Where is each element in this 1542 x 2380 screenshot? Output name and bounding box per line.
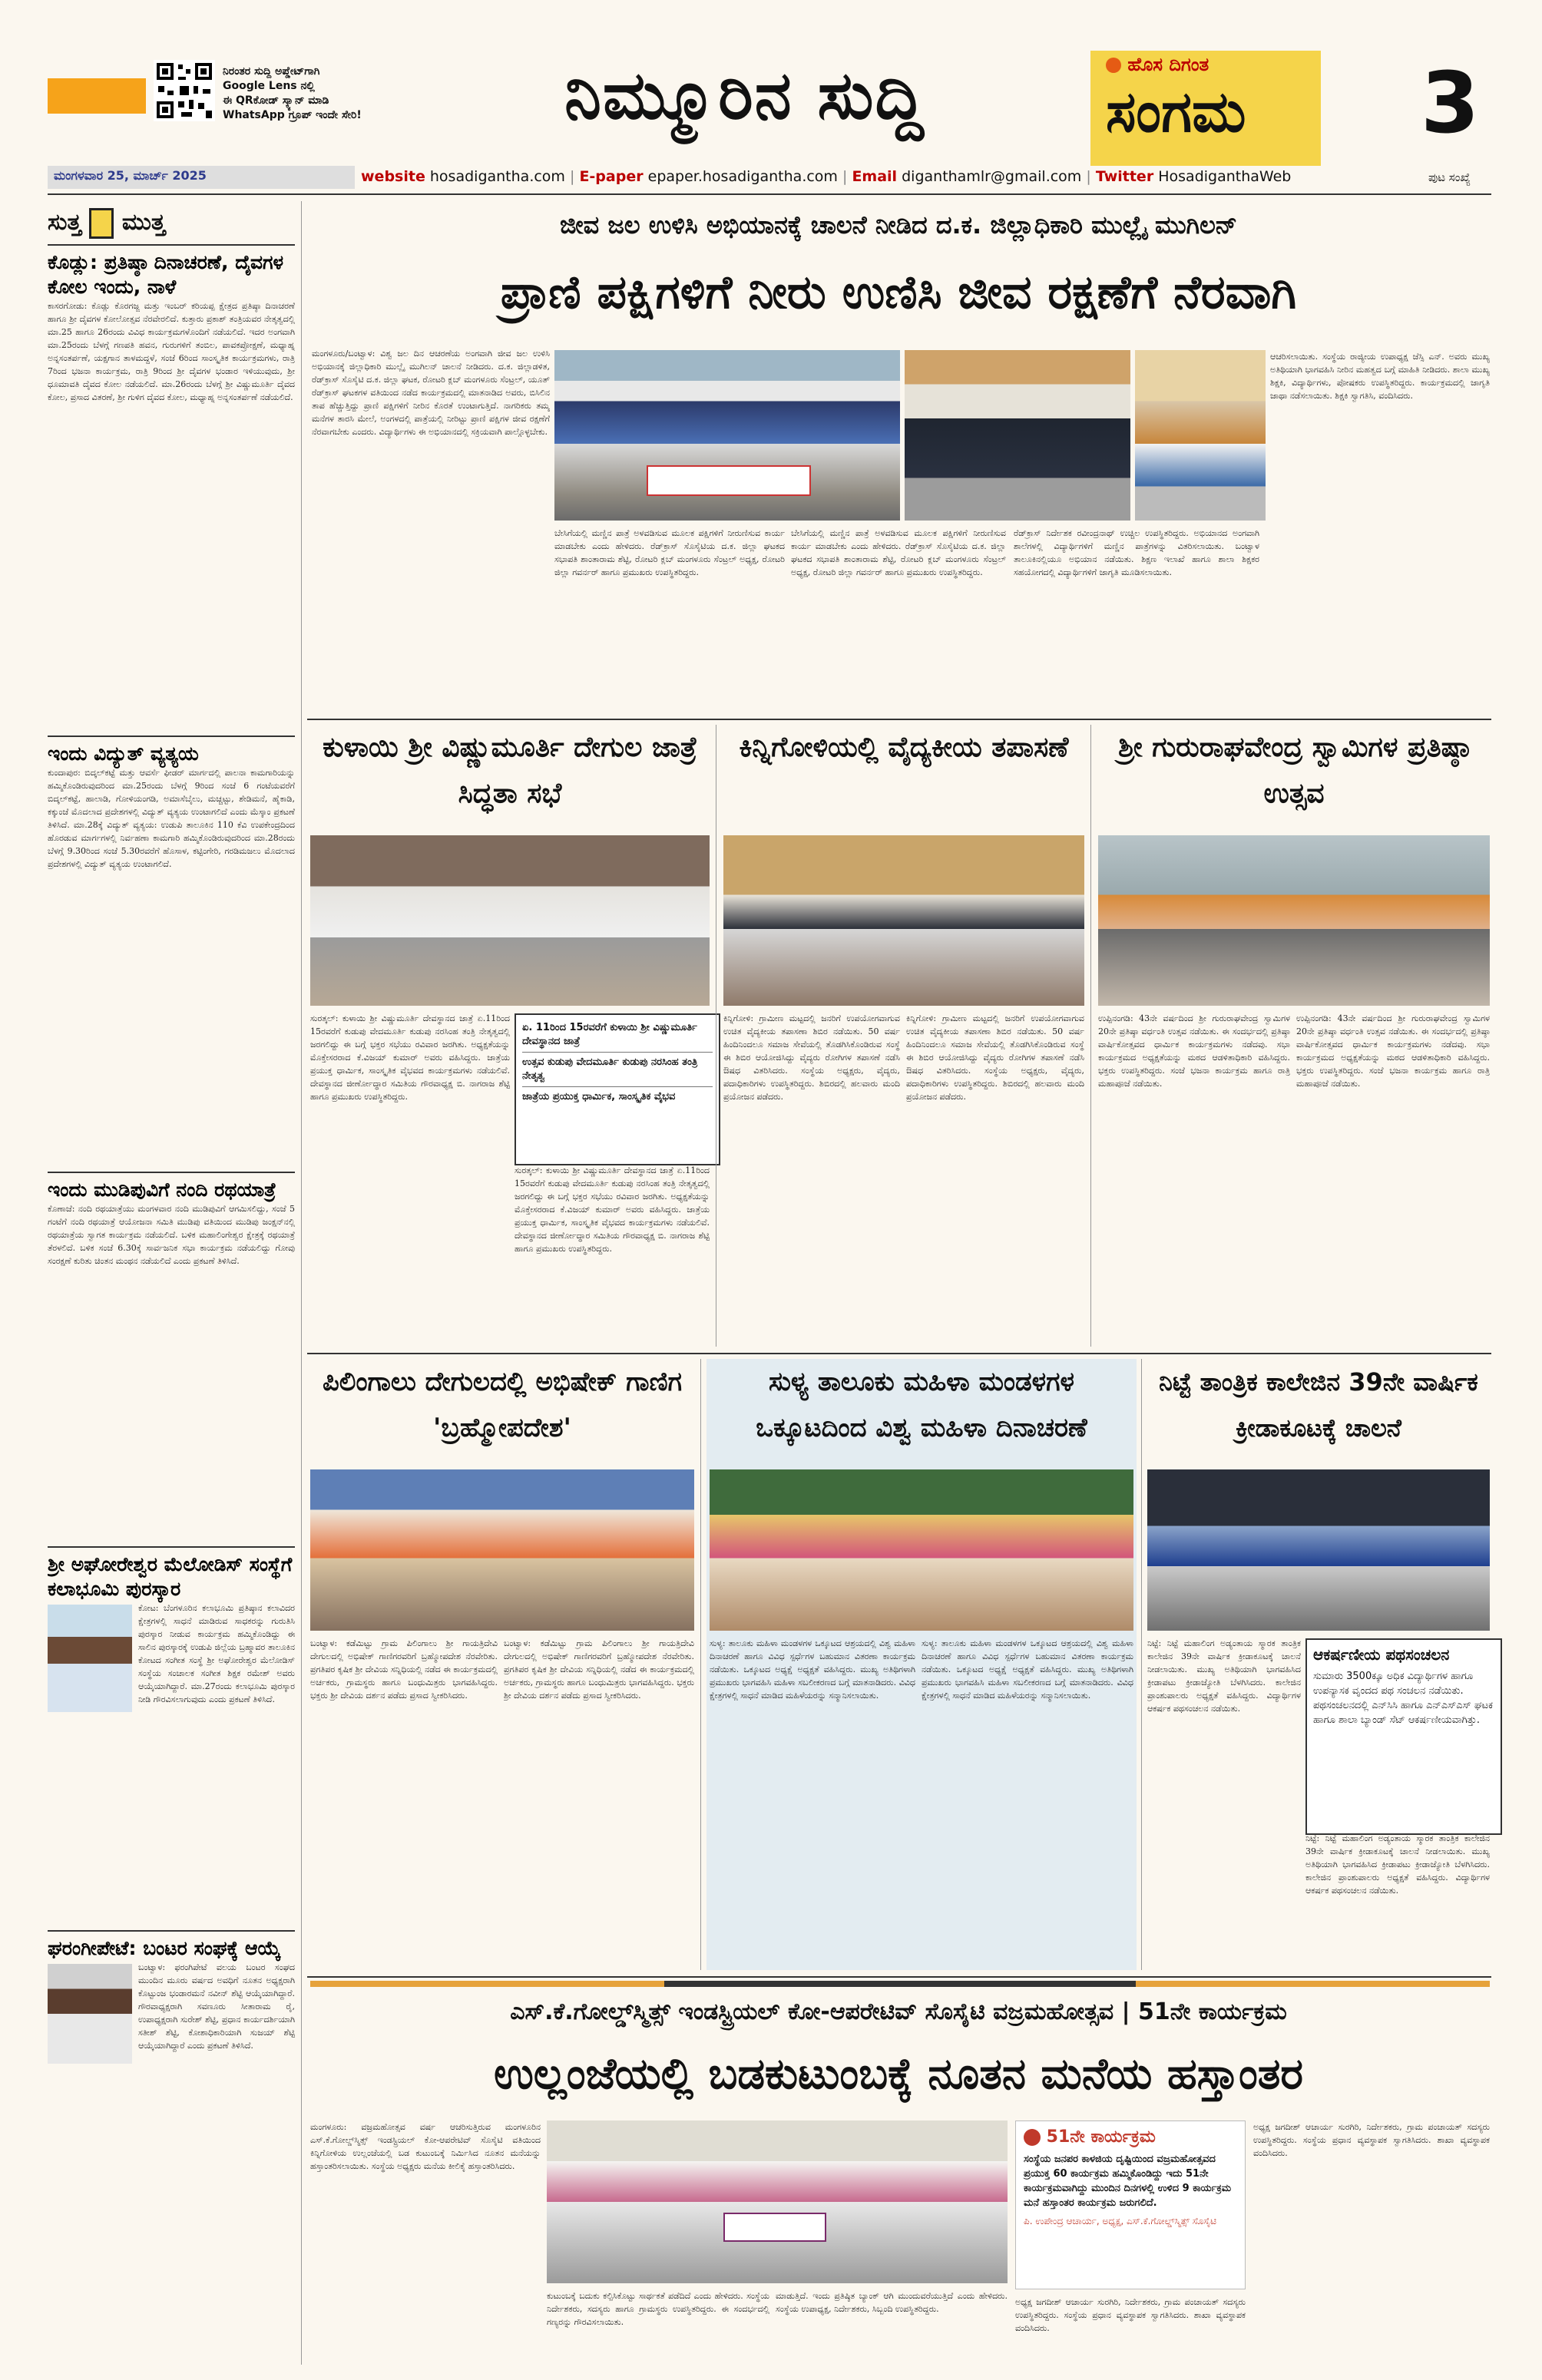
sidebar-divider <box>301 201 302 2365</box>
contact-epaper[interactable]: E-paper epaper.hosadigantha.com <box>579 168 838 185</box>
bottom-kicker: ಎಸ್.ಕೆ.ಗೋಲ್ಡ್‌ಸ್ಮಿತ್ಸ್ ಇಂಡಸ್ಟ್ರಿಯಲ್ ಕೋ-ಆಪರೇಟಿವ್ ಸೊಸೈಟಿ ವಜ್ರಮಹೋತ್ಸವ | 51ನೇ ಕಾರ್ಯಕ್ರಮ <box>510 1998 1287 2025</box>
story-body: ಕಿನ್ನಿಗೋಳಿ: ಗ್ರಾಮೀಣ ಮಟ್ಟದಲ್ಲಿ ಜನರಿಗೆ ಉಪಯೋಗವಾಗುವ ಉಚಿತ ವೈದ್ಯಕೀಯ ತಪಾಸಣಾ ಶಿಬಿರ ನಡೆಯಿತು. 50 ವರ್ಷ ಹಿಂದಿನಿಂದಲೂ ಸಮಾಜ ಸೇವೆಯಲ್ಲಿ ತೊಡಗಿಸಿಕೊಂಡಿರುವ ಸಂಸ್ಥೆ ಈ ಶಿಬಿರ ಆಯೋಜಿಸಿದ್ದು ವೈದ್ಯರು ರೋಗಿಗಳ ತಪಾಸಣೆ ನಡೆಸಿ ಔಷಧ ವಿತರಿಸಿದರು. ಸಂಸ್ಥೆಯ ಅಧ್ಯಕ್ಷರು, ವೈದ್ಯರು, ಪದಾಧಿಕಾರಿಗಳು ಉಪಸ್ಥಿತರಿದ್ದರು. ಶಿಬಿರದಲ್ಲಿ ಹಲವಾರು ಮಂದಿ ಪ್ರಯೋಜನ ಪಡೆದರು. <box>723 1013 900 1102</box>
sidebar-item-head: ಇಂದು ಮುಡಿಪುವಿಗೆ ನಂದಿ ರಥಯಾತ್ರೆ <box>48 1178 276 1201</box>
contact-email[interactable]: Email diganthamlr@gmail.com <box>852 168 1082 185</box>
sidebar-item <box>48 1546 295 1924</box>
lead-caption-3: ರೆಡ್‌ಕ್ರಾಸ್ ನಿರ್ದೇಶಕ ರವೀಂದ್ರನಾಥ್ ಉಚ್ಚಿಲ ಉಪಸ್ಥಿತರಿದ್ದರು. ಅಭಿಯಾನದ ಅಂಗವಾಗಿ ಶಾಲೆಗಳಲ್ಲಿ ವಿದ್ಯಾರ್ಥಿಗಳಿಗೆ ಮಣ್ಣಿನ ಪಾತ್ರೆಗಳನ್ನು ವಿತರಿಸಲಾಯಿತು. ಬಂಟ್ವಾಳ ತಾಲೂಕಿನಲ್ಲಿಯೂ ಅಭಿಯಾನ ನಡೆಯಿತು. ಶಿಕ್ಷಣ ಇಲಾಖೆ ಹಾಗೂ ಶಾಲಾ ಶಿಕ್ಷಕರ ಸಹಯೋಗದಲ್ಲಿ ವಿದ್ಯಾರ್ಥಿಗಳಿಗೆ ಜಾಗೃತಿ ಮೂಡಿಸಲಾಯಿತು. <box>1014 528 1259 577</box>
bottom-body-left: ಮಂಗಳೂರು: ವಜ್ರಮಹೋತ್ಸವ ವರ್ಷ ಆಚರಿಸುತ್ತಿರುವ ಮಂಗಳೂರಿನ ಎಸ್.ಕೆ.ಗೋಲ್ಡ್‌ಸ್ಮಿತ್ಸ್ ಇಂಡಸ್ಟ್ರಿಯಲ್ ಕೋ-ಆಪರೇಟಿವ್ ಸೊಸೈಟಿ ವತಿಯಿಂದ ಕಿನ್ನಿಗೋಳಿಯ ಉಲ್ಲಂಜೆಯಲ್ಲಿ ಬಡ ಕುಟುಂಬಕ್ಕೆ ನಿರ್ಮಿಸಿದ ನೂತನ ಮನೆಯನ್ನು ಹಸ್ತಾಂತರಿಸಲಾಯಿತು. ಸಂಸ್ಥೆಯ ಅಧ್ಯಕ್ಷರು ಮನೆಯ ಕೀಲಿಕೈ ಹಸ್ತಾಂತರಿಸಿದರು. <box>310 2122 541 2171</box>
bottom-body-mid: ಕುಟುಂಬಕ್ಕೆ ಬದುಕು ಕಲ್ಪಿಸಿಕೊಟ್ಟು ಸಾರ್ಥಕತೆ ಪಡೆದಿದೆ ಎಂದು ಹೇಳಿದರು. ಸಂಸ್ಥೆಯ ನಿರ್ದೇಶಕರು, ಸದಸ್ಯರು ಹಾಗೂ ಗ್ರಾಮಸ್ಥರು ಉಪಸ್ಥಿತರಿದ್ದರು. ಈ ಸಂದರ್ಭದಲ್ಲಿ ಗಣ್ಯರನ್ನು ಗೌರವಿಸಲಾಯಿತು. <box>547 2291 769 2327</box>
story-body-cont: ಕಿನ್ನಿಗೋಳಿ: ಗ್ರಾಮೀಣ ಮಟ್ಟದಲ್ಲಿ ಜನರಿಗೆ ಉಪಯೋಗವಾಗುವ ಉಚಿತ ವೈದ್ಯಕೀಯ ತಪಾಸಣಾ ಶಿಬಿರ ನಡೆಯಿತು. 50 ವರ್ಷ ಹಿಂದಿನಿಂದಲೂ ಸಮಾಜ ಸೇವೆಯಲ್ಲಿ ತೊಡಗಿಸಿಕೊಂಡಿರುವ ಸಂಸ್ಥೆ ಈ ಶಿಬಿರ ಆಯೋಜಿಸಿದ್ದು ವೈದ್ಯರು ರೋಗಿಗಳ ತಪಾಸಣೆ ನಡೆಸಿ ಔಷಧ ವಿತರಿಸಿದರು. ಸಂಸ್ಥೆಯ ಅಧ್ಯಕ್ಷರು, ವೈದ್ಯರು, ಪದಾಧಿಕಾರಿಗಳು ಉಪಸ್ಥಿತರಿದ್ದರು. ಶಿಬಿರದಲ್ಲಿ ಹಲವಾರು ಮಂದಿ ಪ್ರಯೋಜನ ಪಡೆದರು. <box>906 1013 1084 1102</box>
factbox-title: ಆಕರ್ಷಣೀಯ ಪಥಸಂಚಲನ <box>1313 1645 1450 1664</box>
brand-logo-icon <box>1106 58 1121 73</box>
column-divider <box>700 1359 701 1970</box>
story-title: ನಿಟ್ಟೆ ತಾಂತ್ರಿಕ ಕಾಲೇಜಿನ 39ನೇ ವಾರ್ಷಿಕ ಕ್ರೀಡಾಕೂಟಕ್ಕೆ ಚಾಲನೆ <box>1159 1367 1478 1443</box>
lead-caption-2: ಬೇಸಿಗೆಯಲ್ಲಿ ಮಣ್ಣಿನ ಪಾತ್ರೆ ಅಳವಡಿಸುವ ಮೂಲಕ ಪಕ್ಷಿಗಳಿಗೆ ನೀರುಣಿಸುವ ಕಾರ್ಯ ಮಾಡಬೇಕು ಎಂದು ಹೇಳಿದರು. ರೆಡ್‌ಕ್ರಾಸ್ ಸೊಸೈಟಿಯ ದ.ಕ. ಜಿಲ್ಲಾ ಘಟಕದ ಸಭಾಪತಿ ಶಾಂತಾರಾಮ ಶೆಟ್ಟಿ, ರೋಟರಿ ಕ್ಲಬ್ ಮಂಗಳೂರು ಸೆಂಟ್ರಲ್ ಅಧ್ಯಕ್ಷ, ರೋಟರಿ ಜಿಲ್ಲಾ ಗವರ್ನರ್ ಹಾಗೂ ಪ್ರಮುಖರು ಉಪಸ್ಥಿತರಿದ್ದರು. <box>791 528 1006 577</box>
factbox-credit: ಪಿ. ಉಪೇಂದ್ರ ಆಚಾರ್ಯ, ಅಧ್ಯಕ್ಷ, ಎಸ್.ಕೆ.ಗೋಲ್ಡ್‌ಸ್ಮಿತ್ಸ್ ಸೊಸೈಟಿ <box>1024 2216 1216 2226</box>
story-body: ಸುಳ್ಯ: ತಾಲೂಕು ಮಹಿಳಾ ಮಂಡಳಗಳ ಒಕ್ಕೂಟದ ಆಶ್ರಯದಲ್ಲಿ ವಿಶ್ವ ಮಹಿಳಾ ದಿನಾಚರಣೆ ಹಾಗೂ ವಿವಿಧ ಸ್ಪರ್ಧೆಗಳ ಬಹುಮಾನ ವಿತರಣಾ ಕಾರ್ಯಕ್ರಮ ನಡೆಯಿತು. ಒಕ್ಕೂಟದ ಅಧ್ಯಕ್ಷೆ ಅಧ್ಯಕ್ಷತೆ ವಹಿಸಿದ್ದರು. ಮುಖ್ಯ ಅತಿಥಿಗಳಾಗಿ ಪ್ರಮುಖರು ಭಾಗವಹಿಸಿ ಮಹಿಳಾ ಸಬಲೀಕರಣದ ಬಗ್ಗೆ ಮಾತನಾಡಿದರು. ವಿವಿಧ ಕ್ಷೇತ್ರಗಳಲ್ಲಿ ಸಾಧನೆ ಮಾಡಿದ ಮಹಿಳೆಯರನ್ನು ಸನ್ಮಾನಿಸಲಾಯಿತು. <box>710 1638 915 1701</box>
story-body-cont: ಸುರತ್ಕಲ್: ಕುಳಾಯಿ ಶ್ರೀ ವಿಷ್ಣುಮೂರ್ತಿ ದೇವಸ್ಥಾನದ ಜಾತ್ರೆ ಏ.11ರಿಂದ 15ರವರೆಗೆ ಕುಡುಪು ವೇದಮೂರ್ತಿ ಕುಡುಪು ನರಸಿಂಹ ತಂತ್ರಿ ನೇತೃತ್ವದಲ್ಲಿ ಜರಗಲಿದ್ದು ಈ ಬಗ್ಗೆ ಭಕ್ತರ ಸಭೆಯು ರವಿವಾರ ಜರಗಿತು. ಅಧ್ಯಕ್ಷತೆಯನ್ನು ಮೊಕ್ತೇಸರರಾದ ಕೆ.ವಿಜಯ್ ಕುಮಾರ್ ಅವರು ವಹಿಸಿದ್ದರು. ಜಾತ್ರೆಯ ಪ್ರಯುಕ್ತ ಧಾರ್ಮಿಕ, ಸಾಂಸ್ಕೃತಿಕ ವೈಭವದ ಕಾರ್ಯಕ್ರಮಗಳು ನಡೆಯಲಿವೆ. ದೇವಸ್ಥಾನದ ಜೀರ್ಣೋದ್ಧಾರ ಸಮಿತಿಯ ಗೌರವಾಧ್ಯಕ್ಷ ಬಿ. ನಾಗರಾಜ ಶೆಟ್ಟಿ ಹಾಗೂ ಪ್ರಮುಖರು ಉಪಸ್ಥಿತರಿದ್ದರು. <box>515 1165 710 1254</box>
sidebar-item <box>48 735 295 1165</box>
story-factbox <box>1305 1638 1502 1835</box>
sidebar-item <box>48 1930 295 2160</box>
factbox-item: ಉತ್ಸವ ಕುಡುಪು ವೇದಮೂರ್ತಿ ಕುಡುಪು ನರಸಿಂಹ ತಂತ್ರಿ ನೇತೃತ್ವ <box>522 1053 713 1087</box>
book-icon <box>89 208 114 239</box>
person-photo <box>48 1964 132 2064</box>
header <box>0 0 1542 185</box>
lead-photo-school <box>1135 350 1266 521</box>
story-body: ಉಪ್ಪಿನಂಗಡಿ: 43ನೇ ವರ್ಷದಿಂದ ಶ್ರೀ ಗುರುರಾಘವೇಂದ್ರ ಸ್ವಾಮಿಗಳ 20ನೇ ಪ್ರತಿಷ್ಠಾ ವರ್ಧಂತಿ ಉತ್ಸವ ನಡೆಯಿತು. ಈ ಸಂದರ್ಭದಲ್ಲಿ ಪ್ರತಿಷ್ಠಾ ವಾರ್ಷಿಕೋತ್ಸವದ ಧಾರ್ಮಿಕ ಕಾರ್ಯಕ್ರಮಗಳು ನಡೆದವು. ಸಭಾ ಕಾರ್ಯಕ್ರಮದ ಅಧ್ಯಕ್ಷತೆಯನ್ನು ಮಠದ ಆಡಳಿತಾಧಿಕಾರಿ ವಹಿಸಿದ್ದರು. ಭಕ್ತರು ಉಪಸ್ಥಿತರಿದ್ದರು. ಸಂಜೆ ಭಜನಾ ಕಾರ್ಯಕ್ರಮ ಹಾಗೂ ರಾತ್ರಿ ಮಹಾಪೂಜೆ ನಡೆಯಿತು. <box>1098 1013 1290 1089</box>
badge-icon <box>1024 2129 1041 2146</box>
story-title: ಕಿನ್ನಿಗೋಳಿಯಲ್ಲಿ ವೈದ್ಯಕೀಯ ತಪಾಸಣೆ <box>739 732 1069 763</box>
story-photo-pooja <box>1098 835 1490 1006</box>
sidebar-item <box>48 244 295 729</box>
story-title: ಶ್ರೀ ಗುರುರಾಘವೇಂದ್ರ ಸ್ವಾಮಿಗಳ ಪ್ರತಿಷ್ಠಾ ಉತ್ಸವ <box>1118 732 1470 809</box>
story-factbox <box>515 1013 720 1165</box>
factbox-item: ಜಾತ್ರೆಯ ಪ್ರಯುಕ್ತ ಧಾರ್ಮಿಕ, ಸಾಂಸ್ಕೃತಿಕ ವೈಭವ <box>522 1091 676 1102</box>
banner <box>723 2213 826 2242</box>
story-body-cont: ಸುಳ್ಯ: ತಾಲೂಕು ಮಹಿಳಾ ಮಂಡಳಗಳ ಒಕ್ಕೂಟದ ಆಶ್ರಯದಲ್ಲಿ ವಿಶ್ವ ಮಹಿಳಾ ದಿನಾಚರಣೆ ಹಾಗೂ ವಿವಿಧ ಸ್ಪರ್ಧೆಗಳ ಬಹುಮಾನ ವಿತರಣಾ ಕಾರ್ಯಕ್ರಮ ನಡೆಯಿತು. ಒಕ್ಕೂಟದ ಅಧ್ಯಕ್ಷೆ ಅಧ್ಯಕ್ಷತೆ ವಹಿಸಿದ್ದರು. ಮುಖ್ಯ ಅತಿಥಿಗಳಾಗಿ ಪ್ರಮುಖರು ಭಾಗವಹಿಸಿ ಮಹಿಳಾ ಸಬಲೀಕರಣದ ಬಗ್ಗೆ ಮಾತನಾಡಿದರು. ವಿವಿಧ ಕ್ಷೇತ್ರಗಳಲ್ಲಿ ಸಾಧನೆ ಮಾಡಿದ ಮಹಿಳೆಯರನ್ನು ಸನ್ಮಾನಿಸಲಾಯಿತು. <box>922 1638 1133 1701</box>
bottom-body-right-a: ಅಧ್ಯಕ್ಷ ಜಗದೀಶ್ ಆಚಾರ್ಯ ಸುರಗಿರಿ, ನಿರ್ದೇಶಕರು, ಗ್ರಾಮ ಪಂಚಾಯತ್ ಸದಸ್ಯರು ಉಪಸ್ಥಿತರಿದ್ದರು. ಸಂಸ್ಥೆಯ ಪ್ರಧಾನ ವ್ಯವಸ್ಥಾಪಕ ಸ್ವಾಗತಿಸಿದರು. ಶಾಖಾ ವ್ಯವಸ್ಥಾಪಕ ವಂದಿಸಿದರು. <box>1015 2297 1246 2333</box>
lead-photo-students <box>554 350 900 521</box>
pages-label: ಪುಟ ಸಂಖ್ಯೆ <box>1428 170 1471 184</box>
sidebar <box>48 201 295 2366</box>
story-photo-sports <box>1147 1469 1490 1631</box>
lead-body-left: ಮಂಗಳೂರು/ಬಂಟ್ವಾಳ: ವಿಶ್ವ ಜಲ ದಿನ ಆಚರಣೆಯ ಅಂಗವಾಗಿ ಜೀವ ಜಲ ಉಳಿಸಿ ಅಭಿಯಾನಕ್ಕೆ ಜಿಲ್ಲಾಧಿಕಾರಿ ಮುಲ್ಲೈ ಮುಗಿಲನ್ ಚಾಲನೆ ನೀಡಿದರು. ದ.ಕ. ಜಿಲ್ಲಾಡಳಿತ, ರೆಡ್‌ಕ್ರಾಸ್ ಸೊಸೈಟಿ ದ.ಕ. ಜಿಲ್ಲಾ ಘಟಕ, ರೋಟರಿ ಕ್ಲಬ್ ಮಂಗಳೂರು ಸೆಂಟ್ರಲ್, ಯೂತ್ ರೆಡ್‌ಕ್ರಾಸ್ ಘಟಕಗಳ ವತಿಯಿಂದ ನಡೆದ ಕಾರ್ಯಕ್ರಮದಲ್ಲಿ ಮಾತನಾಡಿದ ಅವರು, ಬಿಸಿಲಿನ ತಾಪ ಹೆಚ್ಚುತ್ತಿದ್ದು ಪ್ರಾಣಿ ಪಕ್ಷಿಗಳಿಗೆ ನೀರಿನ ಕೊರತೆ ಉಂಟಾಗುತ್ತಿದೆ. ನಾಗರಿಕರು ತಮ್ಮ ಮನೆಗಳ ತಾರಸಿ ಮೇಲೆ, ಅಂಗಳದಲ್ಲಿ ಪಾತ್ರೆಯಲ್ಲಿ ನೀರಿಟ್ಟು ಪ್ರಾಣಿ ಪಕ್ಷಿಗಳ ಜೀವ ರಕ್ಷಣೆಗೆ ನೆರವಾಗಬೇಕು ಎಂದರು. ವಿದ್ಯಾರ್ಥಿಗಳು ಈ ಅಭಿಯಾನದಲ್ಲಿ ಸಕ್ರಿಯವಾಗಿ ಪಾಲ್ಗೊಳ್ಳಬೇಕು. <box>312 349 550 437</box>
sidebar-item-body: ಕುಂದಾಪುರ: ಬಿದ್ಕಲ್‌ಕಟ್ಟೆ ಮತ್ತು ಆವರ್ಸೆ ಫೀಡರ್ ಮಾರ್ಗದಲ್ಲಿ ಪಾಲನಾ ಕಾಮಗಾರಿಯನ್ನು ಹಮ್ಮಿಕೊಂಡಿರುವುದರಿಂದ ಮಾ.25ರಂದು ಬೆಳಗ್ಗೆ 9ರಿಂದ ಸಂಜೆ 6 ಗಂಟೆಯವರೆಗೆ ಬಿದ್ಕಲ್‌ಕಟ್ಟೆ, ಹಾಲಾಡಿ, ಗೋಳಿಯಂಗಡಿ, ಅಮಾಸೆಬೈಲು, ಮಚ್ಚಟ್ಟು, ಶೇಡಿಮನೆ, ಹೈಕಾಡಿ, ಕಕ್ಕುಂಜೆ ಮೊದಲಾದ ಪ್ರದೇಶಗಳಲ್ಲಿ ವಿದ್ಯುತ್ ವ್ಯತ್ಯಯ ಉಂಟಾಗಲಿದೆ ಎಂದು ಮೆಸ್ಕಾಂ ಪ್ರಕಟಣೆ ತಿಳಿಸಿದೆ. ಮಾ.28ಕ್ಕೆ ವಿದ್ಯುತ್ ವ್ಯತ್ಯಯ: ಉಡುಪಿ ತಾಲೂಕಿನ 110 ಕೆವಿ ಉಪಕೇಂದ್ರದಿಂದ ಹೊರಡುವ ಮಾರ್ಗಗಳಲ್ಲಿ ನಿರ್ವಹಣಾ ಕಾಮಗಾರಿ ಹಮ್ಮಿಕೊಂಡಿರುವುದರಿಂದ ಮಾ.28ರಂದು ಬೆಳಗ್ಗೆ 9.30ರಿಂದ ಸಂಜೆ 5.30ರವರೆಗೆ ಹೊಸಾಳ, ಕಟ್ಟಿಂಗೇರಿ, ಗರಡಿಮಜಲು ಮೊದಲಾದ ಪ್ರದೇಶಗಳಲ್ಲಿ ವಿದ್ಯುತ್ ವ್ಯತ್ಯಯ ಉಂಟಾಗಲಿದೆ. <box>48 768 295 869</box>
story-body: ಬಂಟ್ವಾಳ: ಕಡೆಮಿಟ್ಟು ಗ್ರಾಮ ಪಿಲಿಂಗಾಲು ಶ್ರೀ ಗಾಯತ್ರಿದೇವಿ ದೇಗುಲದಲ್ಲಿ ಅಭಿಷೇಕ್ ಗಾಣಿಗರವರಿಗೆ ಬ್ರಹ್ಮೋಪದೇಶ ನೆರವೇರಿತು. ಪ್ರಗತಿಪರ ಕೃಷಿಕ ಶ್ರೀ ದೇವಿಯ ಸನ್ನಿಧಿಯಲ್ಲಿ ನಡೆದ ಈ ಕಾರ್ಯಕ್ರಮದಲ್ಲಿ ಅರ್ಚಕರು, ಗ್ರಾಮಸ್ಥರು ಹಾಗೂ ಬಂಧುಮಿತ್ರರು ಭಾಗವಹಿಸಿದ್ದರು. ಭಕ್ತರು ಶ್ರೀ ದೇವಿಯ ದರ್ಶನ ಪಡೆದು ಪ್ರಸಾದ ಸ್ವೀಕರಿಸಿದರು. <box>310 1638 498 1701</box>
qr-note: ನಿರಂತರ ಸುದ್ದಿ ಅಪ್ಡೇಟ್‌ಗಾಗಿ Google Lens ನಲ್ಲಿ ಈ QRಕೋಡ್ ಸ್ಕ್ಯಾನ್ ಮಾಡಿ WhatsApp ಗ್ರೂಪ್ ಇಂದೇ ಸೇರಿ! <box>223 65 362 121</box>
story-title: ಸುಳ್ಯ ತಾಲೂಕು ಮಹಿಳಾ ಮಂಡಳಗಳ ಒಕ್ಕೂಟದಿಂದ ವಿಶ್ವ ಮಹಿಳಾ ದಿನಾಚರಣೆ <box>756 1367 1087 1443</box>
sidebar-item-body: ಕಾಸರಗೋಡು: ಕೊಡ್ಲು ಕೊರಗಜ್ಜ ಮತ್ತು ಇಂಬರ್ ಕರಿಯಪ್ಪ ಕ್ಷೇತ್ರದ ಪ್ರತಿಷ್ಠಾ ದಿನಾಚರಣೆ ಹಾಗೂ ಶ್ರೀ ದೈವಗಳ ಕೋಲೋತ್ಸವ ನೆರವೇರಲಿದೆ. ಕುತ್ತಾರು ಪ್ರಕಾಶ್ ತಂತ್ರಿಯವರ ನೇತೃತ್ವದಲ್ಲಿ ಮಾ.25 ಹಾಗೂ 26ರಂದು ವಿವಿಧ ಕಾರ್ಯಕ್ರಮಗಳೊಂದಿಗೆ ನಡೆಯಲಿದೆ. ಇದರ ಅಂಗವಾಗಿ ಮಾ.25ರಂದು ಬೆಳಗ್ಗೆ ಗಣಪತಿ ಹವನ, ಗುರುಗಳಿಗೆ ತಂಬಿಲ, ಪಾವಕಪ್ರೋಕ್ಷಣೆ, ಮಧ್ಯಾಹ್ನ ಅನ್ನಸಂತರ್ಪಣೆ, ಯಕ್ಷಗಾನ ತಾಳಮದ್ದಳೆ, ಸಂಜೆ 6ರಿಂದ ಸಾಂಸ್ಕೃತಿಕ ಕಾರ್ಯಕ್ರಮಗಳು, ರಾತ್ರಿ 7ರಿಂದ ಭಜನಾ ಕಾರ್ಯಕ್ರಮ, ರಾತ್ರಿ 9ರಿಂದ ಶ್ರೀ ದೈವಗಳ ಭಂಡಾರ ಇಳಿಯುವುದು, ಶ್ರೀ ಧೂಮಾವತಿ ದೈವದ ಕೋಲ ನಡೆಯಲಿದೆ. ಮಾ.26ರಂದು ಬೆಳಗ್ಗೆ ಶ್ರೀ ವಿಷ್ಣುಮೂರ್ತಿ ದೈವದ ಕೋಲ, ಪ್ರಸಾದ ವಿತರಣೆ, ಶ್ರೀ ಗುಳಿಗ ದೈವದ ಕೋಲ, ಮಧ್ಯಾಹ್ನ ಅನ್ನಸಂತರ್ಪಣೆ ನಡೆಯಲಿದೆ. <box>48 301 295 402</box>
brand-small: ಹೊಸ ದಿಗಂತ <box>1106 54 1290 77</box>
person-photo <box>48 1605 132 1712</box>
bottom-headline: ಉಲ್ಲಂಜೆಯಲ್ಲಿ ಬಡಕುಟುಂಬಕ್ಕೆ ನೂತನ ಮನೆಯ ಹಸ್ತಾಂತರ <box>493 2049 1304 2099</box>
orange-block <box>48 78 146 114</box>
banner <box>647 465 811 496</box>
sidebar-item-head: ಶ್ರೀ ಅಘೋರೇಶ್ವರ ಮೆಲೋಡಿಸ್ ಸಂಸ್ಥೆಗೆ ಕಲಾಭೂಮಿ ಪುರಸ್ಕಾರ <box>48 1553 293 1600</box>
story-photo-women <box>710 1469 1133 1631</box>
brand-big: ಸಂಗಮ <box>1106 79 1246 145</box>
factbox-body: ಸುಮಾರು 3500ಕ್ಕೂ ಅಧಿಕ ವಿದ್ಯಾರ್ಥಿಗಳ ಹಾಗೂ ಉಪನ್ಯಾಸಕ ವೃಂದದ ಪಥ ಸಂಚಲನ ನಡೆಯಿತು. ಪಥಸಂಚಲನದಲ್ಲಿ ಎನ್‌ಸಿಸಿ ಹಾಗೂ ಎನ್‌ಎಸ್‌ಎಸ್ ಘಟಕ ಹಾಗೂ ಶಾಲಾ ಬ್ಯಾಂಡ್ ಸೆಟ್ ಆಕರ್ಷಣೀಯವಾಗಿತ್ತು. <box>1313 1671 1494 1726</box>
sidebar-title: ಸುತ್ತ ಮುತ್ತ <box>48 201 295 244</box>
factbox-title: 51ನೇ ಕಾರ್ಯಕ್ರಮ <box>1024 2126 1237 2149</box>
lead-headline: ಪ್ರಾಣಿ ಪಕ್ಷಿಗಳಿಗೆ ನೀರು ಉಣಿಸಿ ಜೀವ ರಕ್ಷಣೆಗೆ ನೆರವಾಗಿ <box>500 266 1297 319</box>
sidebar-item <box>48 1172 295 1540</box>
row-rule <box>307 1976 1491 1978</box>
story-body-cont: ನಿಟ್ಟೆ: ನಿಟ್ಟೆ ಮಹಾಲಿಂಗ ಅಡ್ಯಂತಾಯ ಸ್ಮಾರಕ ತಾಂತ್ರಿಕ ಕಾಲೇಜಿನ 39ನೇ ವಾರ್ಷಿಕ ಕ್ರೀಡಾಕೂಟಕ್ಕೆ ಚಾಲನೆ ನೀಡಲಾಯಿತು. ಮುಖ್ಯ ಅತಿಥಿಯಾಗಿ ಭಾಗವಹಿಸಿದ ಕ್ರೀಡಾಪಟು ಕ್ರೀಡಾಜ್ಯೋತಿ ಬೆಳಗಿಸಿದರು. ಕಾಲೇಜಿನ ಪ್ರಾಂಶುಪಾಲರು ಅಧ್ಯಕ್ಷತೆ ವಹಿಸಿದ್ದರು. ವಿದ್ಯಾರ್ಥಿಗಳ ಆಕರ್ಷಕ ಪಥಸಂಚಲನ ನಡೆಯಿತು. <box>1305 1833 1490 1896</box>
lead-body-far: ಆಚರಿಸಲಾಯಿತು. ಸಂಸ್ಥೆಯ ರಾಜ್ಯೀಯ ಉಪಾಧ್ಯಕ್ಷ ಜೆಸ್ಸಿ ಎನ್. ಅವರು ಮುಖ್ಯ ಅತಿಥಿಯಾಗಿ ಭಾಗವಹಿಸಿ ನೀರಿನ ಮಹತ್ವದ ಬಗ್ಗೆ ಮಾಹಿತಿ ನೀಡಿದರು. ಶಾಲಾ ಮುಖ್ಯ ಶಿಕ್ಷಕಿ, ವಿದ್ಯಾರ್ಥಿಗಳು, ಪೋಷಕರು ಉಪಸ್ಥಿತರಿದ್ದರು. ಕಾರ್ಯಕ್ರಮದಲ್ಲಿ ಜಾಗೃತಿ ಜಾಥಾ ನಡೆಸಲಾಯಿತು. ಶಿಕ್ಷಕಿ ಸ್ವಾಗತಿಸಿ, ವಂದಿಸಿದರು. <box>1270 352 1490 401</box>
sidebar-item-body: ಕೊಣಾಜೆ: ನಂದಿ ರಥಯಾತ್ರೆಯು ಮಂಗಳವಾರ ನಂದಿ ಮುಡಿಪುವಿಗೆ ಆಗಮಿಸಲಿದ್ದು, ಸಂಜೆ 5 ಗಂಟೆಗೆ ನಂದಿ ರಥಯಾತ್ರೆ ಆಯೋಜನಾ ಸಮಿತಿ ಮುಡಿಪು ವತಿಯಿಂದ ಮುಡಿಪು ಜಂಕ್ಷನ್‌ನಲ್ಲಿ ರಥಯಾತ್ರೆಯ ಸ್ವಾಗತ ಕಾರ್ಯಕ್ರಮ ನಡೆಯಲಿದೆ. ಬಳಿಕ ಮಹಾಲಿಂಗೇಶ್ವರ ಕ್ಷೇತ್ರಕ್ಕೆ ರಥಯಾತ್ರೆ ತೆರಳಲಿದೆ. ಬಳಿಕ ಸಂಜೆ 6.30ಕ್ಕೆ ಸಾರ್ವಜನಿಕ ಸಭಾ ಕಾರ್ಯಕ್ರಮ ನಡೆಯಲಿದ್ದು ಗೋವು ಸಂರಕ್ಷಣೆ ಕುರಿತು ಚಿಂತನ ಮಂಥನ ನಡೆಯಲಿದೆ ಎಂದು ಪ್ರಕಟಣೆ ತಿಳಿಸಿದೆ. <box>48 1204 295 1266</box>
story-title: ಕುಳಾಯಿ ಶ್ರೀ ವಿಷ್ಣುಮೂರ್ತಿ ದೇಗುಲ ಜಾತ್ರೆ ಸಿದ್ಧತಾ ಸಭೆ <box>323 732 697 809</box>
story-title: ಪಿಲಿಂಗಾಲು ದೇಗುಲದಲ್ಲಿ ಅಭಿಷೇಕ್ ಗಾಣಿಗ 'ಬ್ರಹ್ಮೋಪದೇಶ' <box>323 1367 682 1443</box>
bottom-photo-handover <box>547 2121 1008 2283</box>
bottom-body-mid2: ಮಾಡುತ್ತಿದೆ. ಇಂದು ಪ್ರತಿಷ್ಠಿತ ಬ್ಯಾಂಕ್ ಆಗಿ ಮುಂದುವರೆಯುತ್ತಿದೆ ಎಂದು ಹೇಳಿದರು. ಸಂಸ್ಥೆಯ ಉಪಾಧ್ಯಕ್ಷ, ನಿರ್ದೇಶಕರು, ಸಿಬ್ಬಂದಿ ಉಪಸ್ಥಿತರಿದ್ದರು. <box>776 2291 1008 2314</box>
lead-kicker: ಜೀವ ಜಲ ಉಳಿಸಿ ಅಭಿಯಾನಕ್ಕೆ ಚಾಲನೆ ನೀಡಿದ ದ.ಕ. ಜಿಲ್ಲಾಧಿಕಾರಿ ಮುಲ್ಲೈ ಮುಗಿಲನ್ <box>559 210 1238 240</box>
qr-code <box>154 60 215 121</box>
sidebar-item-head: ಇಂದು ವಿದ್ಯುತ್ ವ್ಯತ್ಯಯ <box>48 742 199 765</box>
sidebar-item-head: ಕೊಡ್ಲು: ಪ್ರತಿಷ್ಠಾ ದಿನಾಚರಣೆ, ದೈವಗಳ ಕೋಲ ಇಂದು, ನಾಳೆ <box>48 251 284 298</box>
story-photo-meeting <box>310 835 710 1006</box>
sidebar-item-body: ಕೋಟ: ಬೆಂಗಳೂರಿನ ಕಲಾಭೂಮಿ ಪ್ರತಿಷ್ಠಾನ ಕಲಾವಿದರ ಕ್ಷೇತ್ರಗಳಲ್ಲಿ ಸಾಧನೆ ಮಾಡಿರುವ ಸಾಧಕರನ್ನು ಗುರುತಿಸಿ ಪುರಸ್ಕಾರ ನೀಡುವ ಕಾರ್ಯಕ್ರಮ ಹಮ್ಮಿಕೊಂಡಿದ್ದು ಈ ಸಾಲಿನ ಪುರಸ್ಕಾರಕ್ಕೆ ಉಡುಪಿ ಜಿಲ್ಲೆಯ ಬ್ರಹ್ಮಾವರ ತಾಲೂಕಿನ ಕೋಟದ ಸಂಗೀತ ಸಂಸ್ಥೆ ಶ್ರೀ ಅಘೋರೇಶ್ವರ ಮೆಲೋಡಿಸ್ ಸಂಸ್ಥೆಯ ಸಂಚಾಲಕ ಸಂಗೀತ ಶಿಕ್ಷಕ ರಮೇಶ್ ಅವರು ಆಯ್ಕೆಯಾಗಿದ್ದಾರೆ. ಮಾ.27ರಂದು ಕಲಾಭೂಮಿ ಪುರಸ್ಕಾರ ನೀಡಿ ಗೌರವಿಸಲಾಗುವುದು ಎಂದು ಪ್ರಕಟಣೆ ತಿಳಿಸಿದೆ. <box>138 1603 295 1704</box>
bottom-body-right: ಅಧ್ಯಕ್ಷ ಜಗದೀಶ್ ಆಚಾರ್ಯ ಸುರಗಿರಿ, ನಿರ್ದೇಶಕರು, ಗ್ರಾಮ ಪಂಚಾಯತ್ ಸದಸ್ಯರು ಉಪಸ್ಥಿತರಿದ್ದರು. ಸಂಸ್ಥೆಯ ಪ್ರಧಾನ ವ್ಯವಸ್ಥಾಪಕ ಸ್ವಾಗತಿಸಿದರು. ಶಾಖಾ ವ್ಯವಸ್ಥಾಪಕ ವಂದಿಸಿದರು. <box>1253 2122 1490 2158</box>
column-divider <box>1090 725 1091 1347</box>
story-body: ಸುರತ್ಕಲ್: ಕುಳಾಯಿ ಶ್ರೀ ವಿಷ್ಣುಮೂರ್ತಿ ದೇವಸ್ಥಾನದ ಜಾತ್ರೆ ಏ.11ರಿಂದ 15ರವರೆಗೆ ಕುಡುಪು ವೇದಮೂರ್ತಿ ಕುಡುಪು ನರಸಿಂಹ ತಂತ್ರಿ ನೇತೃತ್ವದಲ್ಲಿ ಜರಗಲಿದ್ದು ಈ ಬಗ್ಗೆ ಭಕ್ತರ ಸಭೆಯು ರವಿವಾರ ಜರಗಿತು. ಅಧ್ಯಕ್ಷತೆಯನ್ನು ಮೊಕ್ತೇಸರರಾದ ಕೆ.ವಿಜಯ್ ಕುಮಾರ್ ಅವರು ವಹಿಸಿದ್ದರು. ಜಾತ್ರೆಯ ಪ್ರಯುಕ್ತ ಧಾರ್ಮಿಕ, ಸಾಂಸ್ಕೃತಿಕ ವೈಭವದ ಕಾರ್ಯಕ್ರಮಗಳು ನಡೆಯಲಿವೆ. ದೇವಸ್ಥಾನದ ಜೀರ್ಣೋದ್ಧಾರ ಸಮಿತಿಯ ಗೌರವಾಧ್ಯಕ್ಷ ಬಿ. ನಾಗರಾಜ ಶೆಟ್ಟಿ ಹಾಗೂ ಪ್ರಮುಖರು ಉಪಸ್ಥಿತರಿದ್ದರು. <box>310 1013 510 1102</box>
story-body-cont: ಉಪ್ಪಿನಂಗಡಿ: 43ನೇ ವರ್ಷದಿಂದ ಶ್ರೀ ಗುರುರಾಘವೇಂದ್ರ ಸ್ವಾಮಿಗಳ 20ನೇ ಪ್ರತಿಷ್ಠಾ ವರ್ಧಂತಿ ಉತ್ಸವ ನಡೆಯಿತು. ಈ ಸಂದರ್ಭದಲ್ಲಿ ಪ್ರತಿಷ್ಠಾ ವಾರ್ಷಿಕೋತ್ಸವದ ಧಾರ್ಮಿಕ ಕಾರ್ಯಕ್ರಮಗಳು ನಡೆದವು. ಸಭಾ ಕಾರ್ಯಕ್ರಮದ ಅಧ್ಯಕ್ಷತೆಯನ್ನು ಮಠದ ಆಡಳಿತಾಧಿಕಾರಿ ವಹಿಸಿದ್ದರು. ಭಕ್ತರು ಉಪಸ್ಥಿತರಿದ್ದರು. ಸಂಜೆ ಭಜನಾ ಕಾರ್ಯಕ್ರಮ ಹಾಗೂ ರಾತ್ರಿ ಮಹಾಪೂಜೆ ನಡೆಯಿತು. <box>1296 1013 1490 1089</box>
contact-bar: website hosadigantha.com | E-paper epaper.hosadigantha.com | Email diganthamlr@gmail.com | Twitter HosadiganthaWeb <box>361 168 1292 185</box>
header-rule <box>48 193 1491 195</box>
story-body-cont: ಬಂಟ್ವಾಳ: ಕಡೆಮಿಟ್ಟು ಗ್ರಾಮ ಪಿಲಿಂಗಾಲು ಶ್ರೀ ಗಾಯತ್ರಿದೇವಿ ದೇಗುಲದಲ್ಲಿ ಅಭಿಷೇಕ್ ಗಾಣಿಗರವರಿಗೆ ಬ್ರಹ್ಮೋಪದೇಶ ನೆರವೇರಿತು. ಪ್ರಗತಿಪರ ಕೃಷಿಕ ಶ್ರೀ ದೇವಿಯ ಸನ್ನಿಧಿಯಲ್ಲಿ ನಡೆದ ಈ ಕಾರ್ಯಕ್ರಮದಲ್ಲಿ ಅರ್ಚಕರು, ಗ್ರಾಮಸ್ಥರು ಹಾಗೂ ಬಂಧುಮಿತ್ರರು ಭಾಗವಹಿಸಿದ್ದರು. ಭಕ್ತರು ಶ್ರೀ ದೇವಿಯ ದರ್ಶನ ಪಡೆದು ಪ್ರಸಾದ ಸ್ವೀಕರಿಸಿದರು. <box>504 1638 694 1701</box>
lead-rule <box>307 719 1491 720</box>
page-number: 3 <box>1421 54 1480 152</box>
bottom-factbox <box>1015 2121 1246 2289</box>
divider-strip <box>310 1981 1490 1987</box>
factbox-item: ಏ. 11ರಿಂದ 15ರವರೆಗೆ ಕುಳಾಯಿ ಶ್ರೀ ವಿಷ್ಣುಮೂರ್ತಿ ದೇವಸ್ಥಾನದ ಜಾತ್ರೆ <box>522 1018 713 1053</box>
story-photo-medical <box>723 835 1084 1006</box>
date-line: ಮಂಗಳವಾರ 25, ಮಾರ್ಚ್ 2025 <box>54 168 207 183</box>
column-divider <box>1141 1359 1142 1970</box>
factbox-body: ಸಂಸ್ಥೆಯ ಜನಪರ ಕಾಳಜಿಯ ದೃಷ್ಟಿಯಿಂದ ವಜ್ರಮಹೋತ್ಸವದ ಪ್ರಯುಕ್ತ 60 ಕಾರ್ಯಕ್ರಮ ಹಮ್ಮಿಕೊಂಡಿದ್ದು ಇದು 51ನೇ ಕಾರ್ಯಕ್ರಮವಾಗಿದ್ದು ಮುಂದಿನ ದಿನಗಳಲ್ಲಿ ಉಳಿದ 9 ಕಾರ್ಯಕ್ರಮ ಮನೆ ಹಸ್ತಾಂತರ ಕಾರ್ಯಕ್ರಮ ಜರುಗಲಿದೆ. <box>1024 2154 1232 2209</box>
contact-twitter[interactable]: Twitter HosadiganthaWeb <box>1095 168 1292 185</box>
row-rule <box>307 1353 1491 1354</box>
lead-photo-officials <box>905 350 1130 521</box>
section-title: ನಿಮ್ಮೂರಿನ ಸುದ್ದಿ <box>564 58 925 134</box>
story-body: ನಿಟ್ಟೆ: ನಿಟ್ಟೆ ಮಹಾಲಿಂಗ ಅಡ್ಯಂತಾಯ ಸ್ಮಾರಕ ತಾಂತ್ರಿಕ ಕಾಲೇಜಿನ 39ನೇ ವಾರ್ಷಿಕ ಕ್ರೀಡಾಕೂಟಕ್ಕೆ ಚಾಲನೆ ನೀಡಲಾಯಿತು. ಮುಖ್ಯ ಅತಿಥಿಯಾಗಿ ಭಾಗವಹಿಸಿದ ಕ್ರೀಡಾಪಟು ಕ್ರೀಡಾಜ್ಯೋತಿ ಬೆಳಗಿಸಿದರು. ಕಾಲೇಜಿನ ಪ್ರಾಂಶುಪಾಲರು ಅಧ್ಯಕ್ಷತೆ ವಹಿಸಿದ್ದರು. ವಿದ್ಯಾರ್ಥಿಗಳ ಆಕರ್ಷಕ ಪಥಸಂಚಲನ ನಡೆಯಿತು. <box>1147 1638 1301 1714</box>
sidebar-item-head: ಘರಂಗೀಪೇಟೆ: ಬಂಟರ ಸಂಘಕ್ಕೆ ಆಯ್ಕೆ <box>48 1937 281 1959</box>
sidebar-item-body: ಬಂಟ್ವಾಳ: ಫರಂಗಿಪೇಟೆ ವಲಯ ಬಂಟರ ಸಂಘದ ಮುಂದಿನ ಮೂರು ವರ್ಷದ ಅವಧಿಗೆ ನೂತನ ಅಧ್ಯಕ್ಷರಾಗಿ ಕೊಟ್ಟುಂಜ ಭಂಡಾರಮನೆ ನವೀನ್ ಶೆಟ್ಟಿ ಆಯ್ಕೆಯಾಗಿದ್ದಾರೆ. ಗೌರವಾಧ್ಯಕ್ಷರಾಗಿ ಸವಣೂರು ಸೀತಾರಾಮ ರೈ, ಉಪಾಧ್ಯಕ್ಷರಾಗಿ ಸುರೇಶ್ ಶೆಟ್ಟಿ, ಪ್ರಧಾನ ಕಾರ್ಯದರ್ಶಿಯಾಗಿ ಸತೀಶ್ ಶೆಟ್ಟಿ, ಕೋಶಾಧಿಕಾರಿಯಾಗಿ ಸುಜಯ್ ಶೆಟ್ಟಿ ಆಯ್ಕೆಯಾಗಿದ್ದಾರೆ ಎಂದು ಪ್ರಕಟಣೆ ತಿಳಿಸಿದೆ. <box>138 1962 295 2051</box>
lead-caption-1: ಬೇಸಿಗೆಯಲ್ಲಿ ಮಣ್ಣಿನ ಪಾತ್ರೆ ಅಳವಡಿಸುವ ಮೂಲಕ ಪಕ್ಷಿಗಳಿಗೆ ನೀರುಣಿಸುವ ಕಾರ್ಯ ಮಾಡಬೇಕು ಎಂದು ಹೇಳಿದರು. ರೆಡ್‌ಕ್ರಾಸ್ ಸೊಸೈಟಿಯ ದ.ಕ. ಜಿಲ್ಲಾ ಘಟಕದ ಸಭಾಪತಿ ಶಾಂತಾರಾಮ ಶೆಟ್ಟಿ, ರೋಟರಿ ಕ್ಲಬ್ ಮಂಗಳೂರು ಸೆಂಟ್ರಲ್ ಅಧ್ಯಕ್ಷ, ರೋಟರಿ ಜಿಲ್ಲಾ ಗವರ್ನರ್ ಹಾಗೂ ಪ್ರಮುಖರು ಉಪಸ್ಥಿತರಿದ್ದರು. <box>554 528 785 577</box>
contact-website[interactable]: website hosadigantha.com <box>361 168 565 185</box>
story-photo-ceremony <box>310 1469 694 1631</box>
